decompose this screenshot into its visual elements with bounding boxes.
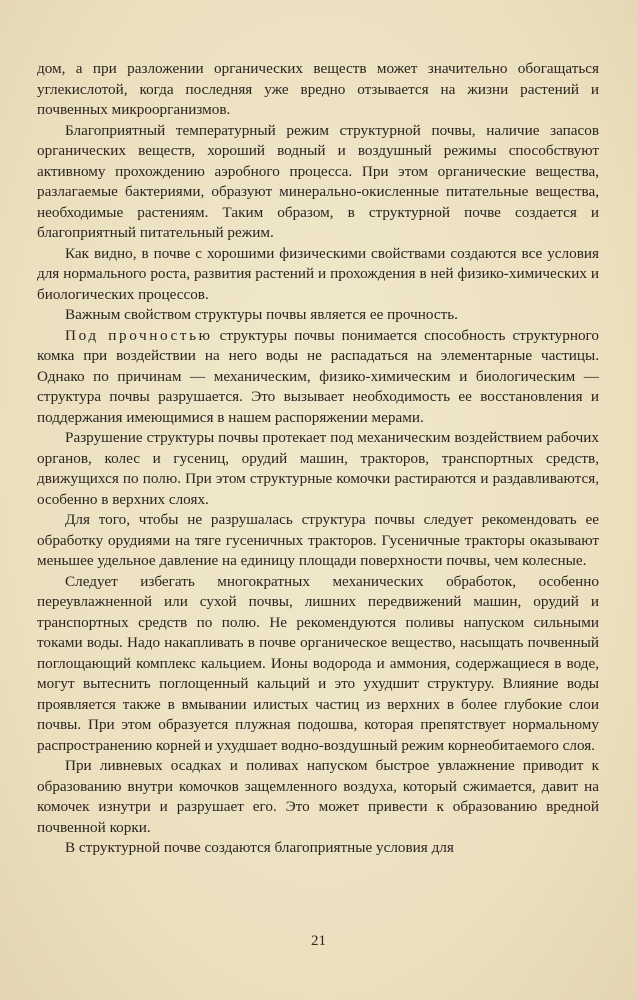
paragraph-8: Следует избегать многократных механических обработок, особенно переувлажненной или сухой почвы, лишних передвижений машин, орудий и транспортных средств по полю. Не рекомендуются поливы напуском сильными токами воды. Надо накапливать в почве органическое вещество, насыщать почвенный поглощающий комплекс кальцием. Ионы водорода и аммония, содержащиеся в воде, могут вытеснить поглощенный кальций и это ухудшит структуру. Влияние воды проявляется также в вмывании илистых частиц из верхних в более глубокие слои почвы. При этом образуется плужная подошва, которая препятствует нормальному распространению корней и ухудшает водно-воздушный режим корнеобитаемого слоя. <box>37 572 599 754</box>
paragraph-10: В структурной почве создаются благоприятные условия для <box>65 839 454 856</box>
page-number: 21 <box>311 933 326 949</box>
paragraph-5: Под прочностью структуры почвы понимается способность структурного комка при воздействии на него воды не распадаться на элементарные частицы. Однако по причинам — механическим, физико-химическим и биологическим — структура почвы разрушается. Это вызывает необходимость ее восстановления и поддержания имеющимися в нашем распоряжении мерами. <box>37 326 599 426</box>
paragraph-3: Как видно, в почве с хорошими физическими свойствами создаются все условия для нормального роста, развития растений и прохождения в ней физико-химических и биологических процессов. <box>37 244 599 303</box>
paragraph-7: Для того, чтобы не разрушалась структура почвы следует рекомендовать ее обработку орудиями на тяге гусеничных тракторов. Гусеничные тракторы оказывают меньшее удельное давление на единицу площади поверхности почвы, чем колесные. <box>37 511 599 569</box>
paragraph-9: При ливневых осадках и поливах напуском быстрое увлажнение приводит к образованию внутри комочков защемленного воздуха, который сжимается, давит на комочек изнутри и разрушает его. Это может привести к образованию вредной почвенной корки. <box>37 757 599 836</box>
spaced-term: Под прочностью <box>65 326 213 344</box>
paragraph-2: Благоприятный температурный режим структурной почвы, наличие запасов органических веществ, хороший водный и воздушный режимы способствуют активному прохождению аэробного процесса. При этом органические вещества, разлагаемые бактериями, образуют минерально-окисленные питательные вещества, необходимые растениям. Таким образом, в структурной почве создается и благоприятный питательный режим. <box>37 121 599 241</box>
paragraph-6: Разрушение структуры почвы протекает под механическим воздействием рабочих органов, колес и гусениц, орудий машин, тракторов, транспортных средств, движущихся по полю. При этом структурные комочки растираются и раздавливаются, особенно в верхних слоях. <box>37 429 599 508</box>
page-body-text <box>37 59 599 859</box>
paragraph-1: дом, а при разложении органических веществ может значительно обогащаться углекислотой, когда последняя уже вредно отзывается на жизни растений и почвенных микроорганизмов. <box>37 60 599 118</box>
paragraph-4: Важным свойством структуры почвы является ее прочность. <box>65 306 458 323</box>
